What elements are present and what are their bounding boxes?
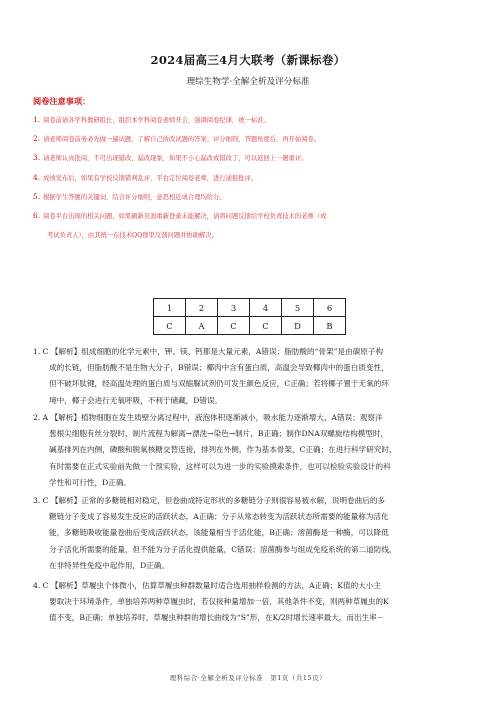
page-subtitle: 理综生物学·全解全析及评分标准 xyxy=(186,77,310,87)
notice-item-continuation: 考试负责人），由其统一在技术QQ群里反馈问题并协助解决。 xyxy=(47,232,218,239)
answer-letter-cell: C xyxy=(250,317,282,335)
notice-heading: 阅卷注意事项： xyxy=(33,96,91,106)
notice-item xyxy=(33,172,473,184)
explanation-text: C 【解析】组成细胞的化学元素中，钾、镁、钙都是大量元素，A错误；脂肪酸的“骨架”是由碳原子构 xyxy=(42,347,384,356)
explanation-number: 3. xyxy=(33,496,41,505)
notice-item xyxy=(33,210,473,241)
notice-item-text: 请老师阅卷前务必先做一遍试题，了解自己所改试题的答案、评分细则、答题角度后，再开始阅卷。 xyxy=(43,136,321,143)
notice-item-number: 4. xyxy=(33,173,41,182)
explanation-paragraph xyxy=(33,493,465,574)
explanation-line: 糖链分子变成了容易发生反应的活跃状态，A正确；分子从常态转变为活跃状态所需要的能量称为活化 xyxy=(49,512,389,522)
answer-number-cell: 4 xyxy=(250,299,282,317)
explanation-paragraph xyxy=(33,344,465,409)
notice-item-text: 根据学生答题的关键词，结合评分细则，意思相近或合理均给分。 xyxy=(43,194,226,201)
explanation-line: 境中，椰子会进行无氧呼吸，不利于储藏，D错误。 xyxy=(49,395,223,405)
explanation-paragraph xyxy=(33,578,465,627)
explanation-line: 要取决于环境条件，单独培养两种草履虫时，若仅接种量增加一倍，其他条件不变，则两种草履虫的K xyxy=(49,597,389,607)
explanation-line: 但不破坏肽键，经高温处理的蛋白质与双缩脲试剂仍可发生颜色反应，C正确；若将椰子置于无氧的环 xyxy=(49,379,389,389)
explanation-line: 分子活化所需要的能量，但不能为分子活化提供能量，C错误；溶菌酶参与组成免疫系统的第二道防线， xyxy=(49,544,397,554)
page-footer: 理科综合·全解全析及评分标准 第1页（共15页） xyxy=(169,674,327,682)
notice-item-text: 成绩发布后，如果有学校反馈错判乱评，平台定位阅卷老师，进行通报批评。 xyxy=(43,175,258,182)
notice-item-number: 6. xyxy=(33,211,41,220)
notice-item-text: 请老师认真批阅，不可出现错改、漏改现象，如果不小心漏改或错改了，可以返回上一题重评。 xyxy=(43,155,308,162)
notice-item-number: 5. xyxy=(33,192,41,201)
explanation-line: 在非特异性免疫中起作用，D正确。 xyxy=(49,560,169,570)
explanation-line: 能，多糖链吸收能量卷曲后变成活跃状态，该能量相当于活化能，B正确；溶菌酶是一种酶，可以降低 xyxy=(49,528,389,538)
explanation-text: C 【解析】正常的多糖链相对稳定，但卷曲成特定形状的多糖链分子则很容易被水解，说明卷曲后的多 xyxy=(42,496,386,505)
answer-number-cell: 6 xyxy=(314,299,346,317)
notice-item-number: 2. xyxy=(33,134,41,143)
notice-item xyxy=(33,114,473,126)
answer-number-cell: 5 xyxy=(282,299,314,317)
explanation-line: 学性和可行性，D正确。 xyxy=(49,477,132,487)
notice-item-text: 阅卷前请各学科教研组长，组织本学科阅卷老师开会，强调阅卷纪律，统一标准。 xyxy=(43,117,270,124)
answer-letter-cell: D xyxy=(282,317,314,335)
explanation-line: 值不变，B正确；单独培养时，草履虫种群的增长曲线为“S”形，在K/2时增长速率最大，而出生率－ xyxy=(49,613,385,623)
notice-item-number: 1. xyxy=(33,115,41,124)
explanation-number: 1. xyxy=(33,347,41,356)
answer-table xyxy=(153,298,346,335)
answer-number-cell: 1 xyxy=(154,299,186,317)
notice-item-number: 3. xyxy=(33,153,41,162)
explanation-paragraph xyxy=(33,410,465,491)
notice-item xyxy=(33,152,473,164)
answer-letter-cell: B xyxy=(314,317,346,335)
explanation-number: 4. xyxy=(33,581,41,590)
explanation-line: 有时需要在正式实验前先做一个预实验，这样可以为进一步的实验摸索条件，也可以检验实验设计的科 xyxy=(49,461,391,471)
answer-letter-cell: A xyxy=(186,317,218,335)
answer-number-cell: 2 xyxy=(186,299,218,317)
notice-item-text: 阅卷平台出现的相关问题，如果刷新页面重新登录未能解决，请将问题反馈给学校负责技术的老师（或 xyxy=(43,213,327,220)
explanation-text: A 【解析】植物细胞在发生质壁分离过程中，液泡体积逐渐减小，吸水能力逐渐增大，A错误；观察洋 xyxy=(42,413,383,422)
explanation-number: 2. xyxy=(33,413,41,422)
answer-number-cell: 3 xyxy=(218,299,250,317)
answer-table-header-row xyxy=(154,299,346,317)
explanation-line: 成的长链，但脂肪酸不是生物大分子，B错误；椰肉中含有蛋白质，高温会导致椰肉中的蛋白质变性， xyxy=(49,363,389,373)
page-title: 2024届高三4月大联考（新课标卷） xyxy=(150,53,346,67)
answer-letter-cell: C xyxy=(218,317,250,335)
answer-table-answer-row xyxy=(154,317,346,335)
notice-item xyxy=(33,133,473,145)
explanation-line: 碱基排列在内侧，磷酸和脱氧核糖交替连接，排列在外侧，作为基本骨架，C正确；在进行科学研究时， xyxy=(49,445,397,455)
explanation-line: 葱根尖细胞有丝分裂时，制片流程为解离→漂洗→染色→制片，B正确；制作DNA双螺旋结构模型时， xyxy=(49,429,389,439)
notice-item xyxy=(33,191,473,203)
explanation-text: C 【解析】草履虫个体微小，估算草履虫种群数量时适合选用抽样检测的方法，A正确；K值的大小主 xyxy=(42,581,381,590)
answer-letter-cell: C xyxy=(154,317,186,335)
